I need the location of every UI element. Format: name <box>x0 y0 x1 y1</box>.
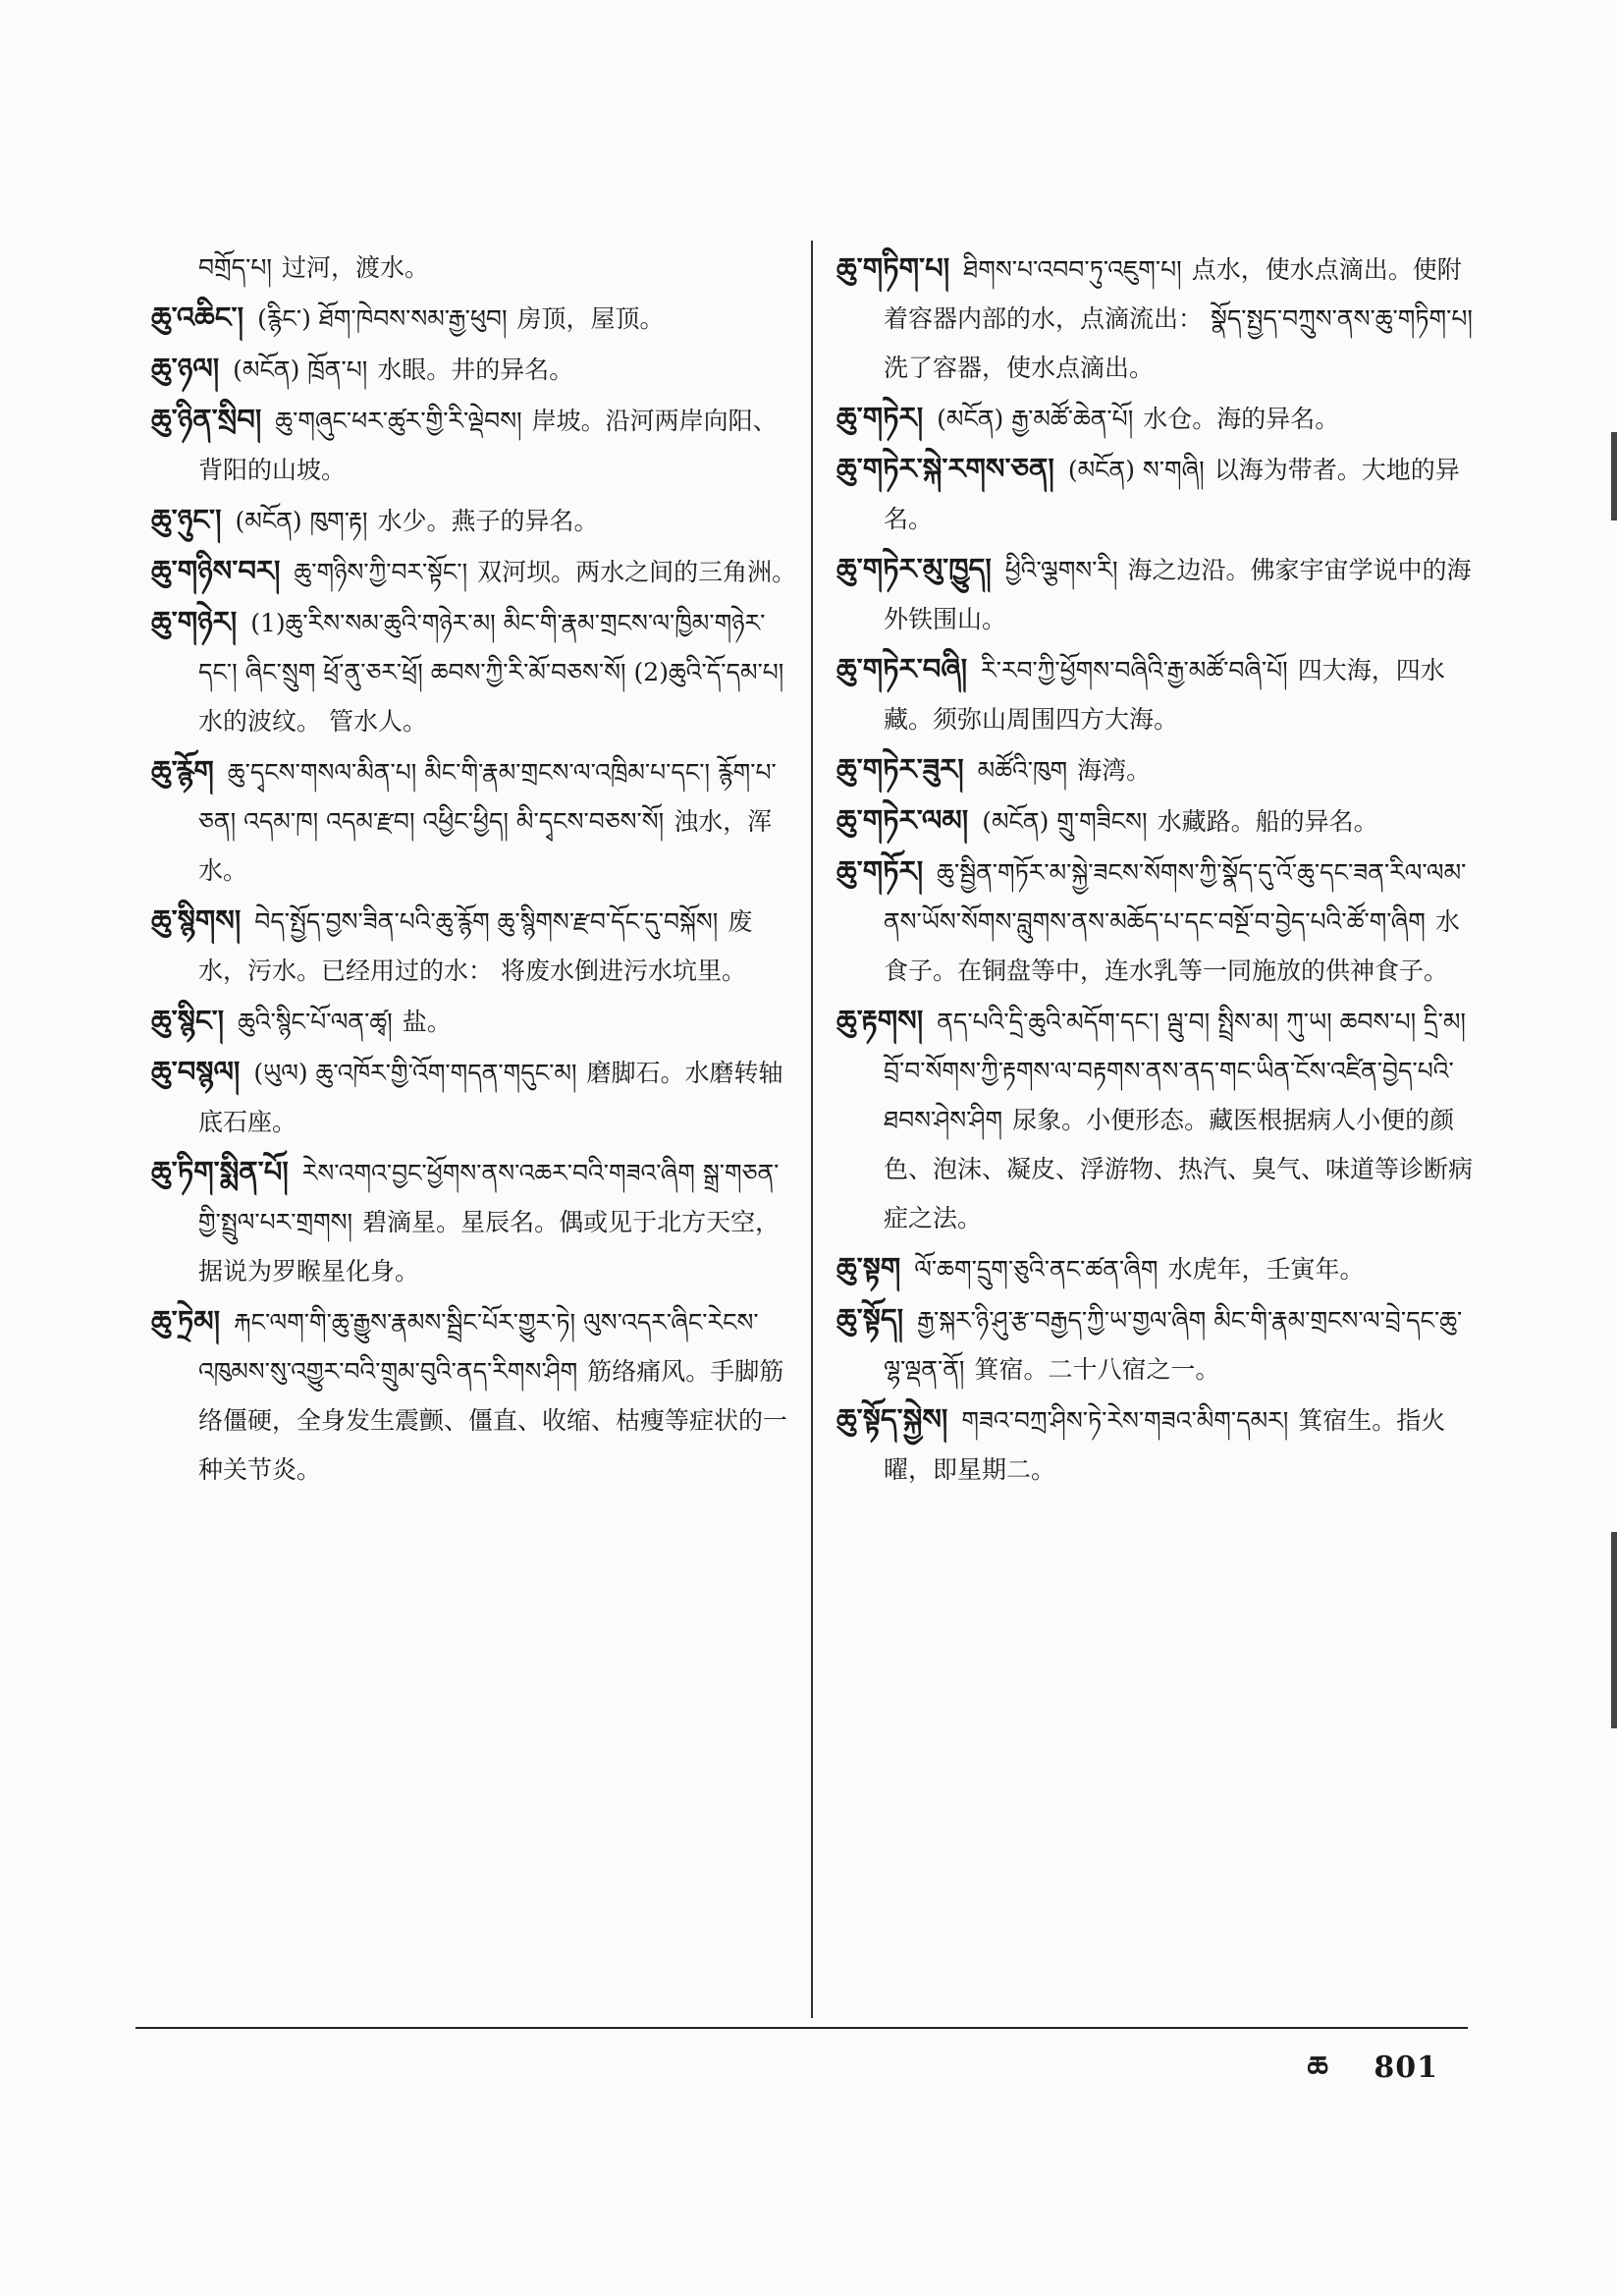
dictionary-entry <box>836 795 1482 847</box>
entry-tibetan-definition: (མངོན) གྲུ་གཟིངས། <box>982 807 1148 836</box>
entry-tibetan-definition: ཆུ་སྦྱིན་གཏོར་མ་སྐྱེ་ཟངས་སོགས་ཀྱི་སྣོད་དུ་འོ་ཆུ་དང་ཟན་རིལ་ལམ་ནས་ཡོས་སོགས་བླུགས་ནས་མཆོད་པ་དང་བསྔོ་བ་བྱེད་པའི་ཚོ་ག་ཞིག <box>884 858 1467 936</box>
entry-tibetan-definition: ལོ་ཆག་དྲུག་ཅུའི་ནང་ཚན་ཞིག <box>914 1255 1159 1284</box>
entry-chinese-definition: 水眼。井的异名。 <box>377 355 574 384</box>
entry-chinese-definition: 水虎年，壬寅年。 <box>1167 1255 1365 1284</box>
entry-headword: ཆུ་ཉིན་སྲིབ། <box>151 403 262 436</box>
entry-tibetan-definition: ཆུ་དྭངས་གསལ་མིན་པ། མིང་གི་རྣམ་གྲངས་ལ་འཁྲིམ་པ་དང་། རྙོག་པ་ཅན། འདམ་ཁ། འདམ་རྫབ། འཕྱིང་ཕྱིད། མི་དྭངས་བཅས་སོ། <box>198 758 777 836</box>
entry-headword: ཆུ་བསྙལ། <box>151 1055 241 1088</box>
entry-headword: ཆུ་གཏེར་ཟུར། <box>836 752 964 786</box>
entry-tibetan-definition: ཆུའི་སྙིང་པོ་ལན་ཚྭ། <box>238 1008 393 1036</box>
dictionary-entry <box>836 1243 1482 1294</box>
entry-headword: ཆུ་སྟོད། <box>836 1302 904 1336</box>
entry-headword: ཆུ་ཏྲེམ། <box>151 1304 221 1338</box>
scan-edge-mark <box>1611 1532 1617 1728</box>
entry-chinese-definition: 筋络痛风。手脚筋络僵硬，全身发生震颤、僵直、收缩、枯瘦等症状的一种关节炎。 <box>198 1357 788 1484</box>
entry-chinese-definition: 尿象。小便形态。藏医根据病人小便的颜色、泡沫、凝皮、浮游物、热汽、臭气、味道等诊断病症之法。 <box>884 1106 1474 1232</box>
entry-chinese-definition: 碧滴星。星辰名。偶或见于北方天空，据说为罗睺星化身。 <box>198 1208 781 1285</box>
page-footer <box>1274 2035 1438 2117</box>
dictionary-entry <box>151 597 799 746</box>
dictionary-entry <box>151 495 799 546</box>
entry-headword: ཆུ་གཏོར། <box>836 854 924 888</box>
entry-headword: ཆུ་གཏེར། <box>836 401 924 434</box>
dictionary-entry <box>836 996 1482 1243</box>
right-column <box>836 244 1482 1495</box>
entry-tibetan-definition: (རྙིང་) ཐོག་ཁེབས་སམ་རྒྱ་ཕུབ། <box>257 304 508 333</box>
entry-tibetan-definition: (1)ཆུ་རིས་སམ་ཆུའི་གཉེར་མ། མིང་གི་རྣམ་གྲངས་ལ་ཁྱིམ་གཉེར་དང་། ཞིང་སྲུག ཕྲོ་ནུ་ཅར་ཕྲོ། ཆབས་ཀྱི་རི་མོ་བཅས་སོ། (2)ཆུའི་དོ་དམ་པ། <box>198 609 784 686</box>
entry-tibetan-definition: གཟའ་བཀྲ་ཤིས་ཏེ་རེས་གཟའ་མིག་དམར། <box>961 1406 1289 1435</box>
entry-tibetan-definition: བགྲོད་པ། <box>198 253 272 282</box>
dictionary-entry <box>151 996 799 1047</box>
entry-tibetan-definition: (མངོན) ཁུག་རྟ། <box>235 507 368 535</box>
entry-tibetan-definition: (མངོན) ཁྲོན་པ། <box>233 355 368 384</box>
entry-chinese-definition: 浊水，浑水。 <box>198 807 773 885</box>
dictionary-entry <box>151 395 799 495</box>
entry-headword: ཆུ་འཆིང་། <box>151 301 244 334</box>
entry-headword: ཆུ་སྟོད་སྐྱེས། <box>836 1402 948 1436</box>
entry-headword: ཆུ་གཏིག་པ། <box>836 251 950 285</box>
page-number: 801 <box>1374 2050 1438 2085</box>
entry-headword: ཆུ་རྟགས། <box>836 1004 924 1037</box>
entry-headword: ཆུ་སྙིང་། <box>151 1004 225 1037</box>
entry-chinese-definition: 废水，污水。已经用过的水： 将废水倒进污水坑里。 <box>198 907 753 985</box>
entry-headword: ཆུ་ཉལ། <box>151 352 220 385</box>
dictionary-entry <box>151 293 799 344</box>
entry-chinese-definition: 过河，渡水。 <box>281 253 429 282</box>
entry-tibetan-definition: ཕྱིའི་ལྕགས་རི། <box>1004 556 1118 584</box>
entry-headword: ཆུ་གཏེར་བཞི། <box>836 652 968 685</box>
entry-chinese-definition: 水仓。海的异名。 <box>1143 405 1340 433</box>
entry-tibetan-definition: (མངོན) རྒྱ་མཚོ་ཆེན་པོ། <box>937 405 1134 433</box>
dictionary-entry <box>836 1294 1482 1394</box>
entry-chinese-definition: 箕宿生。指火曜，即星期二。 <box>884 1406 1446 1484</box>
dictionary-entry <box>836 1394 1482 1495</box>
entry-tibetan-definition: ཆུ་གཉིས་ཀྱི་བར་སྟོང་། <box>294 558 468 586</box>
dictionary-entry <box>151 1147 799 1296</box>
entry-tibetan-definition: རྒྱ་སྐར་ཉི་ཤུ་རྩ་བརྒྱད་ཀྱི་ཡ་གྱལ་ཞིག མིང་གི་རྣམ་གྲངས་ལ་བྲེ་དང་ཆུ་ལྷ་ལྡན་ནོ། <box>884 1306 1463 1384</box>
dictionary-entry <box>836 644 1482 744</box>
entry-headword: ཆུ་རྙོག <box>151 754 214 788</box>
entry-chinese-definition: 点水，使水点滴出。使附着容器内部的水，点滴流出： སྣོད་སྤྱད་བཀྲུས་ནས་ཆུ་གཏིག་པ། 洗了容器，使水点滴出。 <box>884 255 1473 382</box>
entry-tibetan-definition: ནད་པའི་དྲི་ཆུའི་མདོག་དང་། ལྦུ་བ། སྤྲིས་མ། ཀུ་ཡ། ཆབས་པ། དྲི་མ། བྲོ་བ་སོགས་ཀྱི་རྟགས་ལ་བརྟགས་ནས་ནད་གང་ཡིན་ངོས་འཛིན་བྱེད་པའི་ཐབས་ཤེས་ཤིག <box>884 1008 1466 1134</box>
entry-headword: ཆུ་སྟག <box>836 1251 901 1285</box>
entry-tibetan-definition: (ཡུལ) ཆུ་འཁོར་གྱི་འོག་གདན་གདུང་མ། <box>253 1059 577 1087</box>
entry-headword: ཆུ་ཉུང་། <box>151 503 222 536</box>
dictionary-entry <box>151 1047 799 1147</box>
entry-tibetan-definition: རེས་འགའ་བྱང་ཕྱོགས་ནས་འཆར་བའི་གཟའ་ཞིག སྒྲ་གཅན་གྱི་སྤྲུལ་པར་གྲགས། <box>198 1159 780 1236</box>
entry-headword: ཆུ་གཏེར་ལམ། <box>836 803 969 837</box>
entry-chinese-definition: 四大海，四水藏。须弥山周围四方大海。 <box>884 656 1445 734</box>
dictionary-entry <box>151 344 799 395</box>
entry-tibetan-definition: རི་རབ་ཀྱི་ཕྱོགས་བཞིའི་རྒྱ་མཚོ་བཞི་པོ། <box>981 656 1288 684</box>
entry-headword: ཆུ་གཏེར་སྐེ་རགས་ཅན། <box>836 452 1054 485</box>
dictionary-entry <box>836 544 1482 644</box>
entry-chinese-definition: 海湾。 <box>1077 756 1152 785</box>
entry-chinese-definition: 海之边沿。佛家宇宙学说中的海外铁围山。 <box>884 556 1472 633</box>
entry-tibetan-definition: (མངོན) ས་གཞི། <box>1067 456 1205 484</box>
entry-headword: ཆུ་གཉིས་བར། <box>151 554 281 587</box>
dictionary-entry <box>151 896 799 996</box>
dictionary-entry <box>151 746 799 896</box>
entry-chinese-definition: 盐。 <box>402 1008 452 1036</box>
footer-letter: ཆ <box>1307 2050 1329 2085</box>
dictionary-entry <box>836 444 1482 544</box>
dictionary-entry <box>151 546 799 597</box>
entry-headword: ཆུ་སྙིགས། <box>151 903 242 937</box>
entry-chinese-definition: 水少。燕子的异名。 <box>377 507 599 535</box>
dictionary-entry <box>836 393 1482 444</box>
dictionary-entry <box>836 744 1482 795</box>
entry-tibetan-definition: རྐང་ལག་གི་ཆུ་རྒྱུས་རྣམས་སྦྲིང་པོར་གྱུར་ཏེ། ལུས་འདར་ཞིང་རེངས་འཁུམས་སུ་འགྱུར་བའི་གྲུམ་བུའི་ནད་རིགས་ཤིག <box>198 1308 759 1386</box>
entry-tibetan-definition: ཐིགས་པ་འབབ་ཏུ་འཇུག་པ། <box>963 255 1182 284</box>
left-column <box>151 244 799 1495</box>
entry-chinese-definition: 以海为带者。大地的异名。 <box>884 456 1460 533</box>
entry-chinese-definition: 房顶，屋顶。 <box>516 304 665 333</box>
dictionary-entry <box>836 847 1482 996</box>
entry-chinese-definition: 水食子。在铜盘等中，连水乳等一同施放的供神食子。 <box>884 907 1460 985</box>
entry-tibetan-definition: ཆུ་གཞུང་ཕར་ཚུར་གྱི་རི་ལྡེབས། <box>275 407 522 435</box>
entry-tibetan-definition: བེད་སྤྱོད་བྱས་ཟིན་པའི་ཆུ་རྙོག ཆུ་སྙིགས་རྫབ་དོང་དུ་བསྐོས། <box>254 907 719 936</box>
dictionary-entry <box>836 244 1482 393</box>
entry-tibetan-definition: མཚོའི་ཁུག <box>977 756 1068 785</box>
entry-headword: ཆུ་ཏིག་སྨིན་པོ། <box>151 1155 289 1188</box>
entry-chinese-definition: 岸坡。沿河两岸向阳、背阳的山坡。 <box>198 407 778 484</box>
entry-chinese-definition: 箕宿。二十八宿之一。 <box>974 1355 1220 1384</box>
entry-chinese-definition: 水藏路。船的异名。 <box>1157 807 1378 836</box>
entry-chinese-definition: 双河坝。两水之间的三角洲。 <box>477 558 797 586</box>
footer-rule <box>135 2027 1468 2029</box>
scan-edge-mark <box>1611 432 1617 520</box>
column-divider <box>811 241 813 2018</box>
entry-headword: ཆུ་གཏེར་མུ་ཁྱུད། <box>836 552 992 585</box>
entry-chinese-definition: 磨脚石。水磨转轴底石座。 <box>198 1059 783 1136</box>
dictionary-entry <box>151 1296 799 1495</box>
dictionary-entry <box>151 244 799 293</box>
entry-headword: ཆུ་གཉེར། <box>151 605 238 638</box>
entry-chinese-definition: 水的波纹。 管水人。 <box>198 707 427 736</box>
